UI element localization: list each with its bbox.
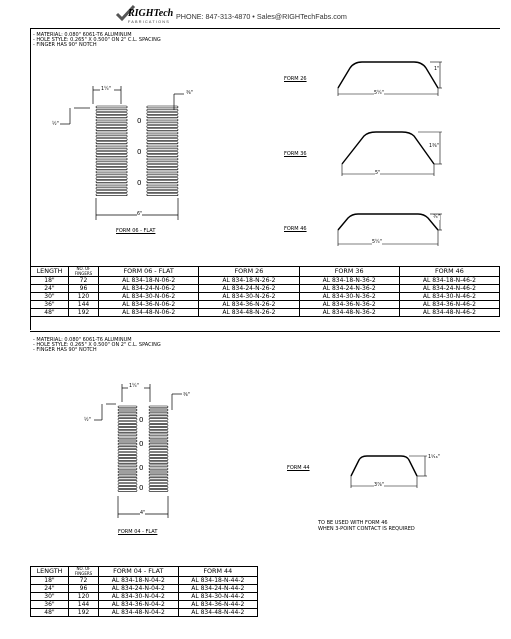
finger-slot <box>149 431 168 433</box>
finger-slot <box>96 122 127 124</box>
finger-slot <box>147 178 178 180</box>
cell-length: 36" <box>31 301 69 309</box>
form-44-height: 1⁵⁄₁₆" <box>428 455 440 460</box>
dim-right-label: ⅜" <box>186 91 193 96</box>
cell-part-number: AL 834-24-N-04-2 <box>99 585 179 593</box>
finger-slot <box>149 465 168 467</box>
finger-slot <box>118 490 137 492</box>
finger-slot <box>147 168 178 170</box>
dim-bottom-label: 6" <box>137 212 143 217</box>
finger-slot <box>118 453 137 455</box>
cell-part-number: AL 834-48-N-26-2 <box>199 309 299 317</box>
finger-slot <box>149 474 168 476</box>
form-46-height: ¾" <box>433 215 440 220</box>
finger-slot <box>96 181 127 183</box>
table-row <box>31 293 500 301</box>
finger-slot <box>149 406 168 408</box>
cell-fingers: 192 <box>69 609 99 617</box>
finger-slot <box>149 459 168 461</box>
form-46-label: FORM 46 <box>284 226 307 232</box>
table-row <box>31 301 500 309</box>
finger-slot <box>118 474 137 476</box>
dim-top-label: 1¼" <box>129 384 139 389</box>
cell-length: 30" <box>31 593 69 601</box>
finger-slot <box>96 178 127 180</box>
cell-part-number: AL 834-24-N-46-2 <box>399 285 499 293</box>
col-length: LENGTH <box>31 567 69 577</box>
col-form-04: FORM 04 - FLAT <box>99 567 179 577</box>
cell-part-number: AL 834-48-N-06-2 <box>99 309 199 317</box>
finger-slot <box>96 113 127 115</box>
finger-slot <box>149 437 168 439</box>
finger-slot <box>96 187 127 189</box>
col-form-44: FORM 44 <box>178 567 258 577</box>
cell-length: 24" <box>31 285 69 293</box>
form-44-label: FORM 44 <box>287 465 310 471</box>
finger-slot <box>96 165 127 167</box>
finger-slot <box>147 132 178 134</box>
cell-length: 30" <box>31 293 69 301</box>
dim-left-label: ½" <box>52 122 59 127</box>
cell-part-number: AL 834-48-N-46-2 <box>399 309 499 317</box>
finger-slot <box>118 459 137 461</box>
finger-slot <box>118 412 137 414</box>
finger-slot <box>147 129 178 131</box>
cell-fingers: 120 <box>69 293 99 301</box>
finger-slot <box>147 155 178 157</box>
finger-slot <box>118 465 137 467</box>
cell-part-number: AL 834-18-N-44-2 <box>178 577 258 585</box>
table-row <box>31 601 258 609</box>
col-form-46: FORM 46 <box>399 267 499 277</box>
finger-slot <box>96 158 127 160</box>
finger-slot <box>147 126 178 128</box>
finger-slot <box>118 440 137 442</box>
finger-slot <box>147 109 178 111</box>
finger-slot <box>118 409 137 411</box>
finger-slot <box>147 181 178 183</box>
section-2-divider <box>30 331 500 332</box>
form-44-profile <box>347 450 437 490</box>
finger-flat-06-drawing <box>60 80 190 250</box>
finger-slot <box>147 139 178 141</box>
finger-slot <box>96 161 127 163</box>
table-row <box>31 593 258 601</box>
cell-fingers: 144 <box>69 601 99 609</box>
finger-slot <box>118 484 137 486</box>
note-material: - MATERIAL: 0.080" 6061-T6 ALUMINUM <box>33 337 132 343</box>
part-number-table-2 <box>30 566 258 617</box>
cell-length: 48" <box>31 609 69 617</box>
finger-slot <box>149 487 168 489</box>
cell-part-number: AL 834-36-N-46-2 <box>399 301 499 309</box>
table-row <box>31 285 500 293</box>
finger-slot <box>118 471 137 473</box>
finger-slot <box>118 487 137 489</box>
finger-slot <box>149 434 168 436</box>
finger-slot <box>149 449 168 451</box>
cell-fingers: 192 <box>69 309 99 317</box>
note-finger: - FINGER HAS 90° NOTCH <box>33 347 97 353</box>
finger-slot <box>96 191 127 193</box>
form-04-label: FORM 04 - FLAT <box>118 529 158 535</box>
cell-part-number: AL 834-36-N-44-2 <box>178 601 258 609</box>
finger-slot <box>147 165 178 167</box>
usage-note-line: TO BE USED WITH FORM 46 <box>318 520 388 526</box>
finger-slot <box>149 480 168 482</box>
finger-slot <box>96 168 127 170</box>
cell-fingers: 72 <box>69 277 99 285</box>
finger-slot <box>149 456 168 458</box>
finger-slot <box>118 431 137 433</box>
cell-part-number: AL 834-18-N-46-2 <box>399 277 499 285</box>
finger-slot <box>96 119 127 121</box>
usage-note-line: WHEN 3-POINT CONTACT IS REQUIRED <box>318 525 415 532</box>
finger-slot <box>96 148 127 150</box>
cell-part-number: AL 834-30-N-06-2 <box>99 293 199 301</box>
finger-slot <box>96 129 127 131</box>
dim-bottom-label: 4" <box>140 511 146 516</box>
finger-slot <box>118 437 137 439</box>
cell-fingers: 72 <box>69 577 99 585</box>
table-row <box>31 609 258 617</box>
cell-length: 18" <box>31 577 69 585</box>
finger-slot <box>147 122 178 124</box>
form-26-profile <box>334 58 444 98</box>
cell-part-number: AL 834-48-N-04-2 <box>99 609 179 617</box>
part-number-table-1 <box>30 266 500 317</box>
cell-part-number: AL 834-36-N-04-2 <box>99 601 179 609</box>
hole-mark: 0 <box>139 440 144 448</box>
col-fingers: NO. OF FINGERS <box>69 267 99 277</box>
contact-line: PHONE: 847-313-4870 • Sales@RIGHTechFabs.com <box>176 12 347 21</box>
finger-slot <box>118 449 137 451</box>
finger-slot <box>147 171 178 173</box>
finger-slot <box>149 453 168 455</box>
table-row <box>31 577 258 585</box>
finger-slot <box>96 135 127 137</box>
finger-slot <box>118 422 137 424</box>
finger-slot <box>149 409 168 411</box>
logo-wordmark: RIGHTech <box>128 8 174 19</box>
logo-subtitle: FABRICATIONS <box>128 20 170 24</box>
cell-part-number: AL 834-36-N-26-2 <box>199 301 299 309</box>
table-header-row <box>31 567 258 577</box>
finger-slot <box>118 480 137 482</box>
finger-slot <box>149 422 168 424</box>
finger-slot <box>149 471 168 473</box>
finger-slot <box>118 406 137 408</box>
form-36-profile <box>334 128 444 178</box>
cell-part-number: AL 834-18-N-06-2 <box>99 277 199 285</box>
form-46-profile <box>334 208 444 248</box>
finger-slot <box>147 187 178 189</box>
hole-mark: 0 <box>137 117 142 125</box>
finger-slot <box>96 171 127 173</box>
finger-slot <box>118 428 137 430</box>
hole-mark: 0 <box>139 484 144 492</box>
note-finger: - FINGER HAS 90° NOTCH <box>33 42 97 48</box>
note-hole-style: - HOLE STYLE: 0.265" X 0.500" ON 2" C.L. SPACING <box>33 37 161 43</box>
finger-slot <box>96 139 127 141</box>
col-form-36: FORM 36 <box>299 267 399 277</box>
finger-slot <box>147 152 178 154</box>
cell-length: 48" <box>31 309 69 317</box>
finger-slot <box>147 148 178 150</box>
cell-part-number: AL 834-18-N-04-2 <box>99 577 179 585</box>
finger-slot <box>149 425 168 427</box>
table-row <box>31 309 500 317</box>
finger-slot <box>149 484 168 486</box>
note-material: - MATERIAL: 0.080" 6061-T6 ALUMINUM <box>33 32 132 38</box>
cell-part-number: AL 834-18-N-36-2 <box>299 277 399 285</box>
table-row <box>31 277 500 285</box>
finger-slot <box>147 191 178 193</box>
cell-length: 36" <box>31 601 69 609</box>
hole-mark: 0 <box>137 179 142 187</box>
finger-slot <box>96 145 127 147</box>
cell-part-number: AL 834-48-N-44-2 <box>178 609 258 617</box>
finger-slot <box>149 412 168 414</box>
hole-mark: 0 <box>139 416 144 424</box>
finger-slot <box>147 119 178 121</box>
dim-right-label: ⅜" <box>183 393 190 398</box>
finger-slot <box>149 415 168 417</box>
page-header <box>0 0 511 26</box>
finger-slot <box>96 152 127 154</box>
note-hole-style: - HOLE STYLE: 0.265" X 0.500" ON 2" C.L. SPACING <box>33 342 161 348</box>
finger-slot <box>149 490 168 492</box>
finger-slot <box>147 194 178 196</box>
form-36-width: 5" <box>375 171 381 176</box>
finger-slot <box>118 468 137 470</box>
finger-slot <box>149 446 168 448</box>
usage-note <box>318 520 415 532</box>
finger-slot <box>147 116 178 118</box>
cell-length: 24" <box>31 585 69 593</box>
cell-part-number: AL 834-30-N-46-2 <box>399 293 499 301</box>
cell-part-number: AL 834-36-N-06-2 <box>99 301 199 309</box>
finger-slot <box>147 158 178 160</box>
cell-part-number: AL 834-24-N-36-2 <box>299 285 399 293</box>
finger-slot <box>118 415 137 417</box>
finger-slot <box>118 434 137 436</box>
finger-slot <box>96 109 127 111</box>
finger-slot <box>96 132 127 134</box>
finger-slot <box>147 174 178 176</box>
col-length: LENGTH <box>31 267 69 277</box>
cell-part-number: AL 834-30-N-44-2 <box>178 593 258 601</box>
finger-slot <box>149 443 168 445</box>
form-36-label: FORM 36 <box>284 151 307 157</box>
cell-fingers: 120 <box>69 593 99 601</box>
finger-slot <box>118 477 137 479</box>
form-46-width: 5¼" <box>372 240 382 245</box>
cell-part-number: AL 834-30-N-04-2 <box>99 593 179 601</box>
hole-mark: 0 <box>139 464 144 472</box>
finger-slot <box>96 126 127 128</box>
finger-slot <box>147 184 178 186</box>
form-44-width: 3⅞" <box>374 483 384 488</box>
finger-slot <box>96 184 127 186</box>
finger-slot <box>118 456 137 458</box>
col-fingers: NO. OF FINGERS <box>69 567 99 577</box>
cell-part-number: AL 834-30-N-26-2 <box>199 293 299 301</box>
finger-slot <box>96 174 127 176</box>
cell-part-number: AL 834-48-N-36-2 <box>299 309 399 317</box>
finger-slot <box>96 155 127 157</box>
finger-slot <box>147 142 178 144</box>
finger-slot <box>147 161 178 163</box>
finger-slot <box>96 194 127 196</box>
cell-part-number: AL 834-36-N-36-2 <box>299 301 399 309</box>
table-header-row <box>31 267 500 277</box>
finger-slot <box>149 428 168 430</box>
finger-slot <box>96 142 127 144</box>
finger-slot <box>149 418 168 420</box>
col-form-26: FORM 26 <box>199 267 299 277</box>
dim-top-label: 1¼" <box>101 87 111 92</box>
hole-mark: 0 <box>137 148 142 156</box>
finger-slot <box>118 443 137 445</box>
cell-fingers: 144 <box>69 301 99 309</box>
finger-slot <box>147 106 178 108</box>
form-26-height: 1" <box>434 67 440 72</box>
cell-part-number: AL 834-24-N-26-2 <box>199 285 299 293</box>
form-26-width: 5¼" <box>374 91 384 96</box>
finger-slot <box>118 418 137 420</box>
finger-slot <box>147 113 178 115</box>
section2-notes <box>33 337 161 354</box>
finger-slot <box>147 135 178 137</box>
finger-slot <box>149 462 168 464</box>
cell-fingers: 96 <box>69 585 99 593</box>
finger-slot <box>149 477 168 479</box>
finger-slot <box>96 106 127 108</box>
finger-slot <box>149 468 168 470</box>
finger-flat-04-drawing <box>88 378 218 548</box>
finger-slot <box>118 462 137 464</box>
dim-left-label: ½" <box>84 418 91 423</box>
finger-slot <box>147 145 178 147</box>
form-26-label: FORM 26 <box>284 76 307 82</box>
finger-slot <box>118 425 137 427</box>
form-36-height: 1⅜" <box>429 144 439 149</box>
finger-slot <box>149 440 168 442</box>
finger-slot <box>118 446 137 448</box>
cell-fingers: 96 <box>69 285 99 293</box>
cell-length: 18" <box>31 277 69 285</box>
cell-part-number: AL 834-24-N-06-2 <box>99 285 199 293</box>
table-row <box>31 585 258 593</box>
col-form-06: FORM 06 - FLAT <box>99 267 199 277</box>
form-06-label: FORM 06 - FLAT <box>116 228 156 234</box>
cell-part-number: AL 834-24-N-44-2 <box>178 585 258 593</box>
cell-part-number: AL 834-30-N-36-2 <box>299 293 399 301</box>
finger-slot <box>96 116 127 118</box>
cell-part-number: AL 834-18-N-26-2 <box>199 277 299 285</box>
section1-notes <box>33 32 161 49</box>
